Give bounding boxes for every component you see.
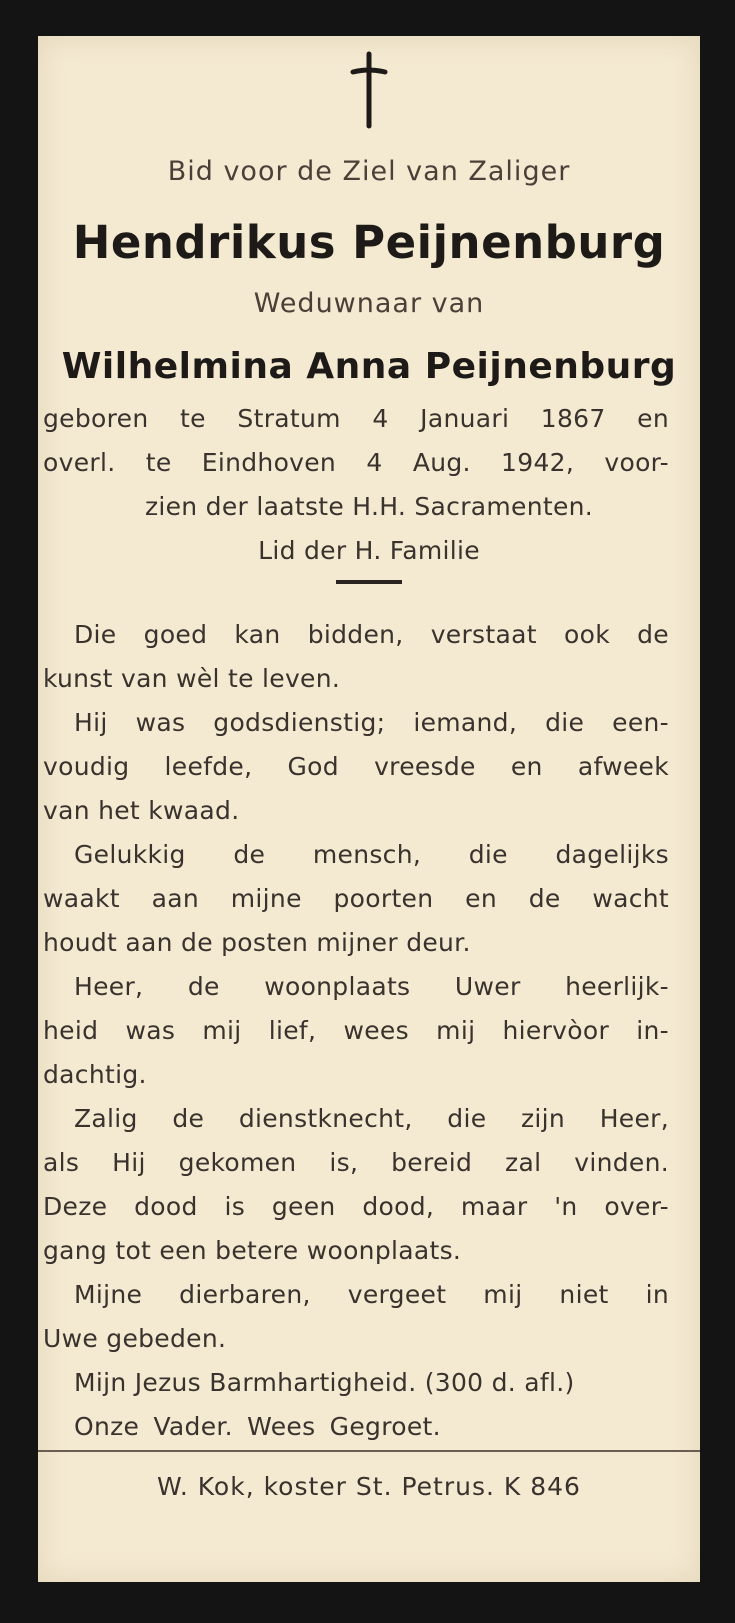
memorial-card bbox=[38, 36, 700, 1582]
verse-line: Zalig de dienstknecht, die zijn Heer, bbox=[74, 1104, 669, 1133]
prayer-intro: Bid voor de Ziel van Zaliger bbox=[167, 156, 571, 187]
printer-credit: W. Kok, koster St. Petrus. K 846 bbox=[157, 1472, 581, 1501]
bio-line: Lid der H. Familie bbox=[258, 536, 480, 565]
verse-line: Mijn Jezus Barmhartigheid. (300 d. afl.) bbox=[74, 1368, 575, 1397]
spouse-name: Wilhelmina Anna Peijnenburg bbox=[61, 346, 677, 387]
verse-line: Uwe gebeden. bbox=[43, 1324, 227, 1353]
divider bbox=[336, 580, 402, 584]
bio-line: geboren te Stratum 4 Januari 1867 en bbox=[43, 404, 669, 433]
cross-icon bbox=[349, 50, 389, 130]
verse-line: dachtig. bbox=[43, 1060, 147, 1089]
verse-line: voudig leefde, God vreesde en afweek bbox=[43, 752, 669, 781]
relation-label: Weduwnaar van bbox=[253, 288, 485, 319]
verse-line: gang tot een betere woonplaats. bbox=[43, 1236, 462, 1265]
verse-line: houdt aan de posten mijner deur. bbox=[43, 928, 471, 957]
verse-line: Deze dood is geen dood, maar 'n over- bbox=[43, 1192, 669, 1221]
verse-line: van het kwaad. bbox=[43, 796, 240, 825]
verse-line: heid was mij lief, wees mij hiervòor in- bbox=[43, 1016, 669, 1045]
verse-line: Die goed kan bidden, verstaat ook de bbox=[74, 620, 669, 649]
verse-line: Hij was godsdienstig; iemand, die een- bbox=[74, 708, 669, 737]
verse-line: Heer, de woonplaats Uwer heerlijk- bbox=[74, 972, 669, 1001]
verse-line: Mijne dierbaren, vergeet mij niet in bbox=[74, 1280, 669, 1309]
deceased-name: Hendrikus Peijnenburg bbox=[72, 216, 666, 269]
bio-line: overl. te Eindhoven 4 Aug. 1942, voor- bbox=[43, 448, 669, 477]
verse-line: waakt aan mijne poorten en de wacht bbox=[43, 884, 669, 913]
bio-line: zien der laatste H.H. Sacramenten. bbox=[144, 492, 594, 521]
verse-line: Gelukkig de mensch, die dagelijks bbox=[74, 840, 669, 869]
verse-line: als Hij gekomen is, bereid zal vinden. bbox=[43, 1148, 669, 1177]
verse-line: Onze Vader. Wees Gegroet. bbox=[74, 1412, 441, 1441]
footer-divider bbox=[38, 1450, 700, 1452]
verse-line: kunst van wèl te leven. bbox=[43, 664, 341, 693]
